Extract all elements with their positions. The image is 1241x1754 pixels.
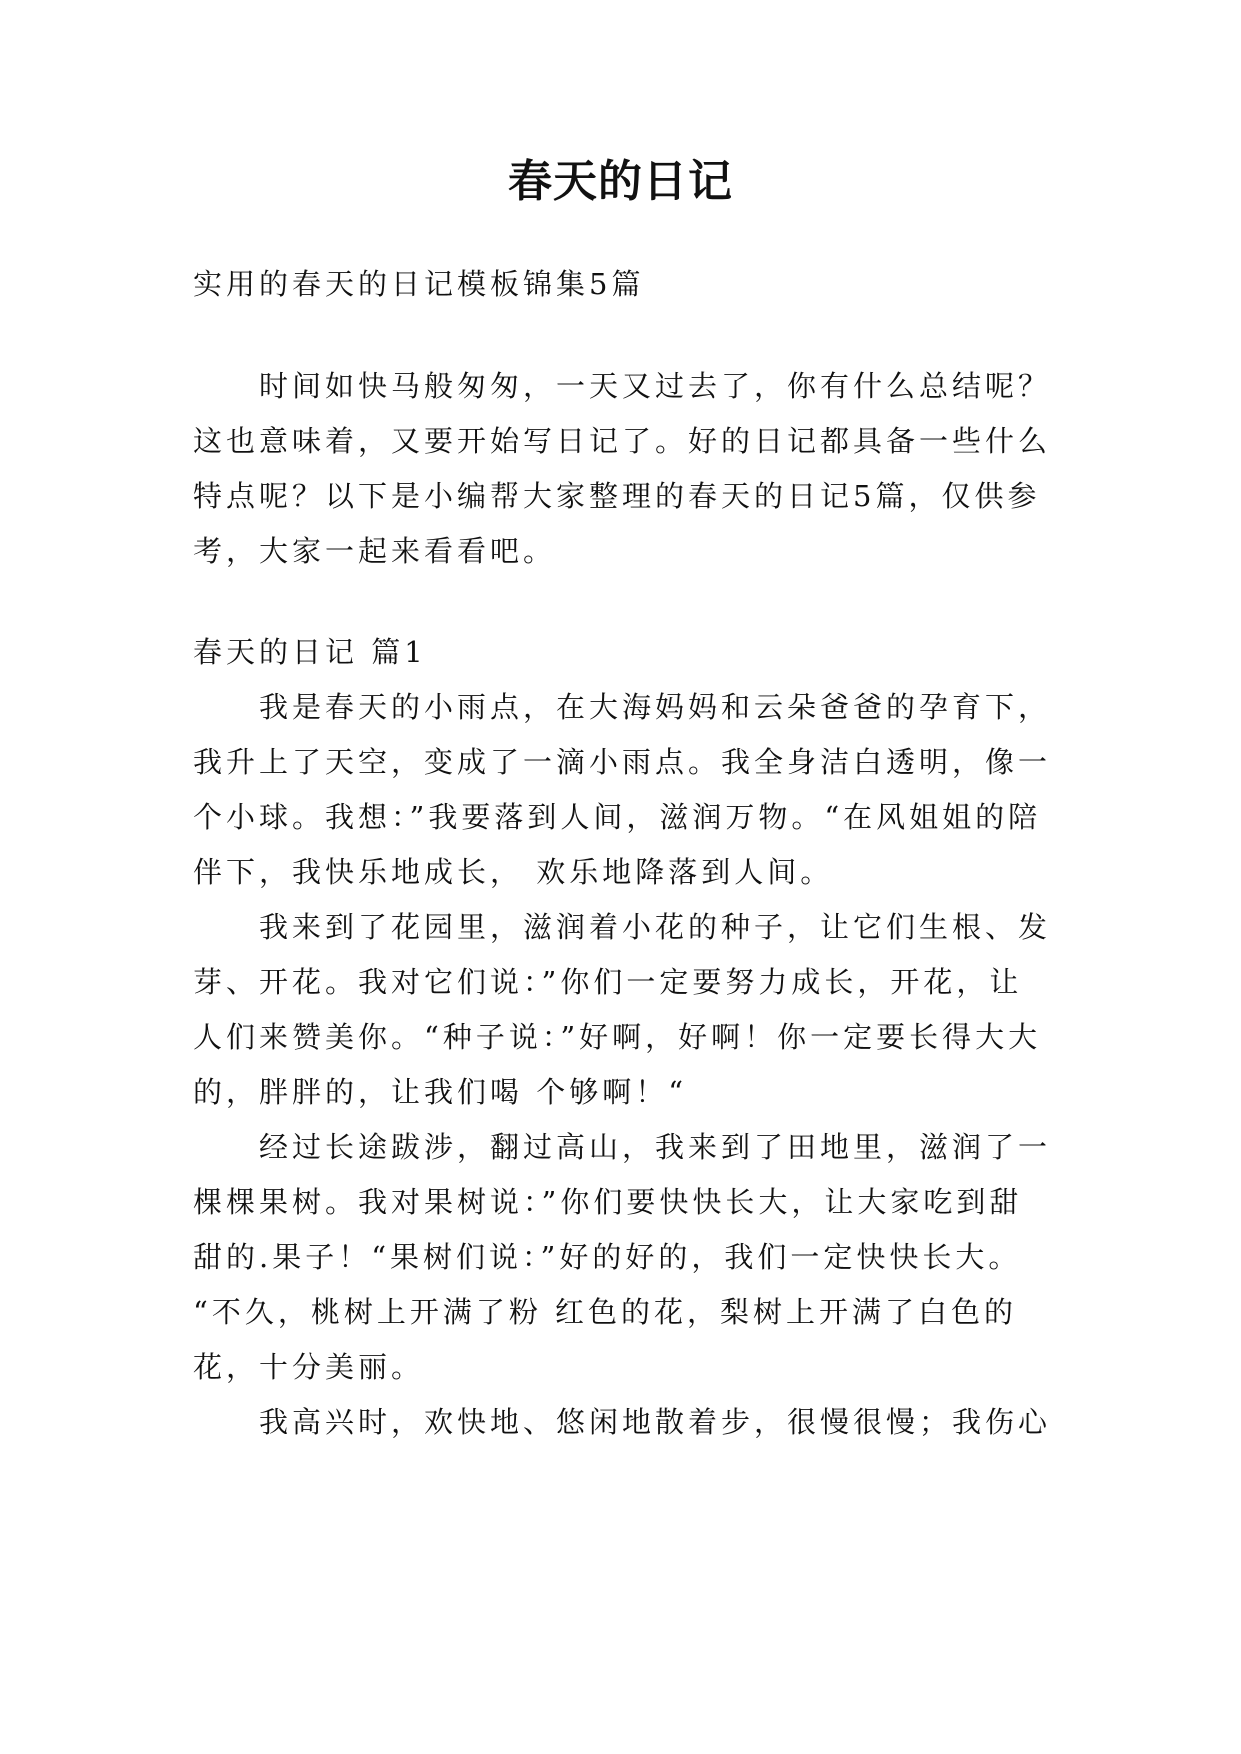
body-line: 个小球。我想：”我要落到人间，滋润万物。“在风姐姐的陪 — [193, 800, 1042, 834]
intro-line: 考，大家一起来看看吧。 — [193, 534, 557, 568]
body-line: 甜的.果子！“果树们说：”好的好的，我们一定快快长大。 — [193, 1240, 1022, 1274]
body-line: 伴下，我快乐地成长， 欢乐地降落到人间。 — [193, 855, 834, 889]
intro-line: 时间如快马般匆匆，一天又过去了，你有什么总结呢？ — [193, 369, 1052, 403]
body-line: “不久，桃树上开满了粉 红色的花，梨树上开满了白色的 — [193, 1295, 1018, 1329]
body-line: 我升上了天空，变成了一滴小雨点。我全身洁白透明，像一 — [193, 745, 1052, 779]
intro-line: 这也意味着，又要开始写日记了。好的日记都具备一些什么 — [193, 424, 1052, 458]
body-line: 芽、开花。我对它们说：”你们一定要努力成长，开花，让 — [193, 965, 1023, 999]
body-line: 经过长途跋涉，翻过高山，我来到了田地里，滋润了一 — [193, 1130, 1052, 1164]
document-subtitle: 实用的春天的日记模板锦集5篇 — [193, 267, 645, 301]
body-line: 花，十分美丽。 — [193, 1350, 425, 1384]
body-line: 人们来赞美你。“种子说：”好啊，好啊！你一定要长得大大 — [193, 1020, 1042, 1054]
body-line: 我来到了花园里，滋润着小花的种子，让它们生根、发 — [193, 910, 1052, 944]
section-heading: 春天的日记 篇1 — [193, 635, 427, 669]
body-line: 棵棵果树。我对果树说：”你们要快快长大，让大家吃到甜 — [193, 1185, 1023, 1219]
document-title: 春天的日记 — [508, 156, 733, 207]
body-line: 我高兴时，欢快地、悠闲地散着步，很慢很慢；我伤心 — [193, 1405, 1052, 1439]
body-line: 的，胖胖的，让我们喝 个够啊！“ — [193, 1075, 688, 1109]
body-line: 我是春天的小雨点，在大海妈妈和云朵爸爸的孕育下， — [193, 690, 1052, 724]
intro-line: 特点呢？以下是小编帮大家整理的春天的日记5篇，仅供参 — [193, 479, 1041, 513]
